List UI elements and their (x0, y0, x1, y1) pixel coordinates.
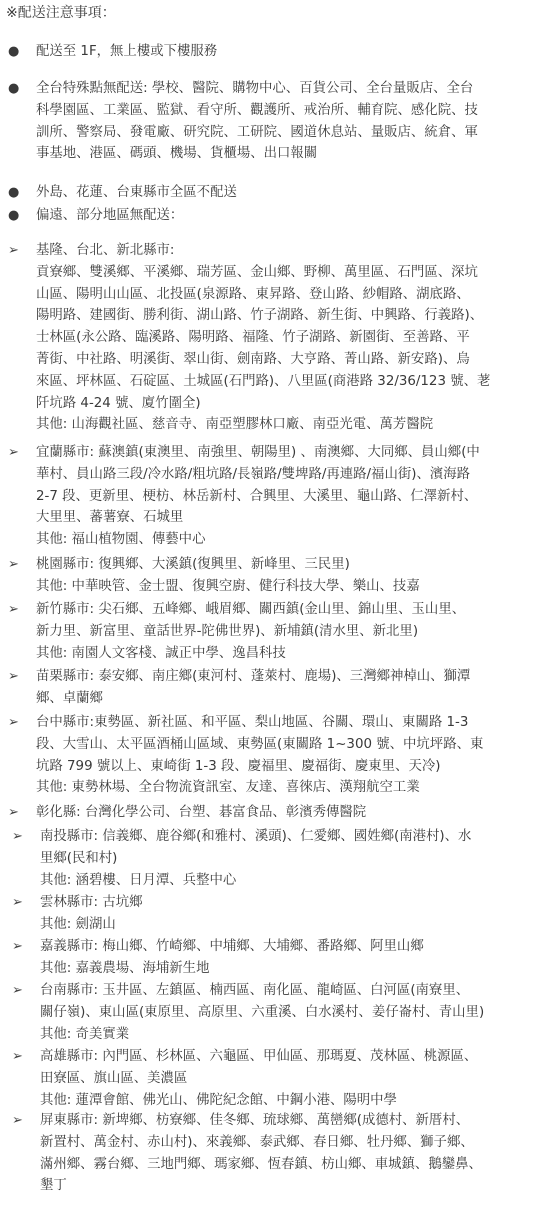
notice-ground-floor (36, 41, 217, 63)
region-yilan (36, 442, 480, 551)
text-line: 屏東縣市: 新埤鄉、枋寮鄉、佳冬鄉、琉球鄉、萬巒鄉(成德村、新厝村、 (40, 1113, 470, 1128)
text-line: 新力里、新富里、童話世界-陀佛世界)、新埔鎮(清水里、新北里) (36, 623, 419, 639)
region-hsinchu (36, 599, 465, 664)
text-line: 配送至 1F，無上樓或下樓服務 (36, 44, 218, 59)
text-line: 貢寮鄉、雙溪鄉、平溪鄉、瑞芳區、金山鄉、野柳、萬里區、石門區、深坑 (36, 264, 478, 280)
text-line: 偏遠、部分地區無配送： (36, 208, 184, 223)
arrow-bullet-icon: ➢ (12, 939, 23, 954)
text-line: 里鄉(民和村) (40, 850, 118, 866)
arrow-bullet-icon: ➢ (8, 445, 19, 460)
region-changhua (36, 802, 366, 824)
text-line: 其他: 嘉義農場、海埔新生地 (40, 960, 210, 976)
bullet-icon: ● (8, 185, 20, 200)
text-line: 田寮區、旗山區、美濃區 (40, 1070, 188, 1086)
region-tainan (40, 980, 484, 1045)
region-nantou (40, 826, 471, 891)
text-line: 其他: 南園人文客棧、誠正中學、逸昌科技 (36, 645, 286, 661)
arrow-bullet-icon: ➢ (8, 243, 19, 258)
arrow-bullet-icon: ➢ (12, 829, 23, 844)
text-line: 事基地、港區、碼頭、機場、貨櫃場、出口報關 (36, 146, 318, 162)
text-line: 高雄縣市: 內門區、杉林區、六龜區、甲仙區、那瑪夏、茂林區、桃源區、 (40, 1049, 478, 1064)
arrow-bullet-icon: ➢ (12, 983, 23, 998)
notice-remote-areas (36, 205, 183, 227)
text-line: 段、大雪山、太平區酒桶山區域、東勢區(東關路 1~300 號、中坑坪路、東 (36, 736, 484, 752)
text-line: 雲林縣市: 古坑鄉 (40, 895, 143, 910)
arrow-bullet-icon: ➢ (12, 895, 23, 910)
text-line: 來區、坪林區、石碇區、土城區(石門路)、八里區(商港路 32/36/123 號、荖 (36, 373, 491, 389)
arrow-bullet-icon: ➢ (8, 805, 19, 820)
text-line: 滿州鄉、霧台鄉、三地門鄉、瑪家鄉、恆春鎮、枋山鄉、車城鎮、鵝鑾鼻、 (40, 1156, 482, 1172)
text-line: 其他: 山海觀社區、慈音寺、南亞塑膠林口廠、南亞光電、萬芳醫院 (36, 417, 434, 433)
region-taoyuan (36, 554, 420, 598)
page-title: ※配送注意事項： (6, 5, 116, 21)
text-line: 苗栗縣市: 泰安鄉、南庄鄉(東河村、蓬萊村、鹿場)、三灣鄉神棹山、獅潭 (36, 669, 471, 684)
region-pingtung (40, 1110, 482, 1197)
text-line: 台中縣市:東勢區、新社區、和平區、梨山地區、谷關、環山、東關路 1-3 (36, 715, 469, 730)
text-line: 墾丁 (40, 1178, 67, 1194)
text-line: 士林區(永公路、臨溪路、陽明路、福隆、竹子湖路、新園街、至善路、平 (36, 330, 470, 346)
text-line: 華村、員山路三段/冷水路/粗坑路/長嶺路/雙埤路/再連路/福山街)、濱海路 (36, 466, 471, 482)
region-keelung-taipei (36, 240, 490, 436)
arrow-bullet-icon: ➢ (12, 1113, 23, 1128)
region-taichung (36, 712, 483, 799)
text-line: 阡坑路 4-24 號、廈竹圍全) (36, 395, 201, 411)
text-line: 其他: 福山植物園、傳藝中心 (36, 532, 206, 548)
arrow-bullet-icon: ➢ (8, 715, 19, 730)
text-line: 外島、花蓮、台東縣市全區不配送 (36, 185, 237, 200)
arrow-bullet-icon: ➢ (8, 557, 19, 572)
text-line: 關仔嶺)、東山區(東原里、高原里、六重溪、白水溪村、姜仔崙村、青山里) (40, 1004, 485, 1020)
text-line: 大里里、蕃薯寮、石城里 (36, 510, 184, 526)
text-line: 訓所、警察局、發電廠、研究院、工研院、國道休息站、量販店、統倉、軍 (36, 124, 478, 140)
notice-special-locations (36, 78, 478, 165)
text-line: 其他: 涵碧樓、日月潭、兵整中心 (40, 872, 237, 888)
text-line: 其他: 中華映管、金士盟、復興空廚、健行科技大學、樂山、技嘉 (36, 578, 420, 594)
region-miaoli (36, 666, 470, 710)
arrow-bullet-icon: ➢ (12, 1049, 23, 1064)
text-line: 新竹縣市: 尖石鄉、五峰鄉、峨眉鄉、關西鎮(金山里、錦山里、玉山里、 (36, 602, 466, 617)
text-line: 坑路 799 號以上、東崎街 1-3 段、慶福里、慶福街、慶東里、天冷) (36, 758, 441, 774)
text-line: 台南縣市: 玉井區、左鎮區、楠西區、南化區、龍崎區、白河區(南寮里、 (40, 983, 470, 998)
region-kaohsiung (40, 1046, 477, 1111)
text-line: 菁街、中社路、明溪街、翠山街、劍南路、大亨路、菁山路、新安路)、烏 (36, 351, 470, 367)
text-line: 基隆、台北、新北縣市: (36, 243, 175, 258)
text-line: 其他: 蓮潭會館、佛光山、佛陀紀念館、中鋼小港、陽明中學 (40, 1092, 397, 1108)
text-line: 新置村、萬金村、赤山村)、來義鄉、泰武鄉、春日鄉、牡丹鄉、獅子鄉、 (40, 1134, 474, 1150)
bullet-icon: ● (8, 44, 20, 59)
notice-outlying-islands (36, 182, 237, 204)
region-yunlin (40, 892, 143, 936)
text-line: 南投縣市: 信義鄉、鹿谷鄉(和雅村、溪頭)、仁愛鄉、國姓鄉(南港村)、水 (40, 829, 472, 844)
text-line: 科學園區、工業區、監獄、看守所、觀護所、戒治所、輔育院、感化院、技 (36, 102, 478, 118)
text-line: 其他: 奇美實業 (40, 1026, 130, 1042)
text-line: 鄉、卓蘭鄉 (36, 690, 103, 706)
text-line: 2-7 段、更新里、梗枋、林岳新村、合興里、大溪里、龜山路、仁澤新村、 (36, 488, 478, 504)
text-line: 桃園縣市: 復興鄉、大溪鎮(復興里、新峰里、三民里) (36, 557, 350, 572)
text-line: 彰化縣: 台灣化學公司、台塑、碁富食品、彰濱秀傳醫院 (36, 805, 367, 820)
text-line: 其他: 劍湖山 (40, 916, 116, 932)
arrow-bullet-icon: ➢ (8, 602, 19, 617)
region-chiayi (40, 936, 424, 980)
text-line: 宜蘭縣市: 蘇澳鎮(東澳里、南強里、朝陽里) 、南澳鄉、大同鄉、員山鄉(中 (36, 445, 480, 460)
arrow-bullet-icon: ➢ (8, 669, 19, 684)
text-line: 嘉義縣市: 梅山鄉、竹崎鄉、中埔鄉、大埔鄉、番路鄉、阿里山鄉 (40, 939, 424, 954)
text-line: 全台特殊點無配送: 學校、醫院、購物中心、百貨公司、全台量販店、全台 (36, 81, 474, 96)
text-line: 陽明路、建國街、勝利街、湖山路、竹子湖路、新生街、中興路、行義路)、 (36, 308, 484, 324)
bullet-icon: ● (8, 81, 20, 96)
text-line: 山區、陽明山山區、北投區(泉源路、東昇路、登山路、紗帽路、湖底路、 (36, 286, 470, 302)
bullet-icon: ● (8, 208, 20, 223)
text-line: 其他: 東勢林場、全台物流資訊室、友達、喜徠店、漢翔航空工業 (36, 780, 420, 796)
